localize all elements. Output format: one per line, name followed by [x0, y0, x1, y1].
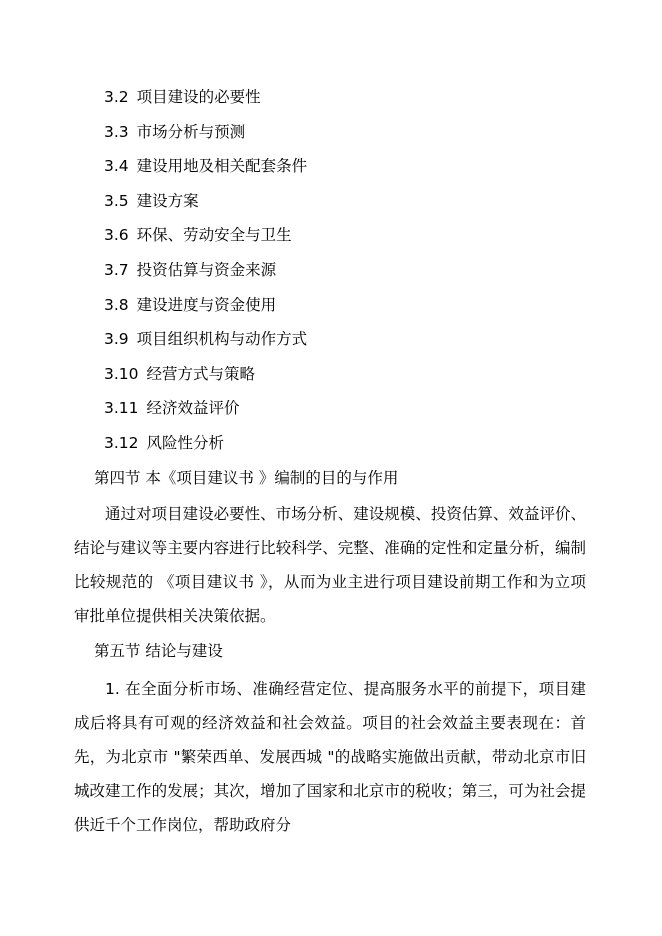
toc-item-title: 建设进度与资金使用 — [136, 295, 277, 314]
toc-item-title: 建设用地及相关配套条件 — [136, 157, 308, 176]
toc-item-title: 市场分析与预测 — [136, 122, 246, 141]
toc-item-number: 3.5 — [104, 191, 129, 210]
toc-item — [104, 155, 307, 190]
toc-item-number: 3.6 — [104, 226, 129, 245]
toc-item — [104, 86, 307, 121]
toc-item-title: 环保、劳动安全与卫生 — [136, 226, 292, 245]
toc-item-number: 3.10 — [104, 364, 139, 383]
toc-item-number: 3.4 — [104, 157, 129, 176]
section-4-paragraph: 通过对项目建设必要性、市场分析、建设规模、投资估算、效益评价、结论与建议等主要内容进行比较科学、完整、准确的定性和定量分析，编制比较规范的 《项目建议书 》，从而为业主进行项目建设前期工作和为立项审批单位提供相关决策依据。 — [74, 505, 586, 625]
section-heading-4: 第四节 本《项目建议书 》编制的目的与作用 — [94, 469, 399, 487]
toc-item-number: 3.9 — [104, 330, 129, 349]
toc-item — [104, 397, 307, 432]
toc-item-number: 3.11 — [104, 399, 139, 418]
toc-item-title: 风险性分析 — [146, 433, 225, 452]
toc-item — [104, 121, 307, 156]
toc-item — [104, 224, 307, 259]
toc-list — [104, 86, 307, 467]
section-heading-5: 第五节 结论与建设 — [94, 642, 223, 660]
toc-item — [104, 432, 307, 467]
toc-item — [104, 363, 307, 398]
toc-item — [104, 328, 307, 363]
toc-item-number: 3.3 — [104, 122, 129, 141]
toc-item — [104, 259, 307, 294]
toc-item-number: 3.7 — [104, 260, 129, 279]
toc-item-title: 投资估算与资金来源 — [136, 260, 277, 279]
toc-item — [104, 190, 307, 225]
toc-item-number: 3.2 — [104, 88, 129, 106]
toc-item-number: 3.8 — [104, 295, 129, 314]
toc-item-title: 经营方式与策略 — [146, 364, 256, 383]
toc-item-title: 项目建设的必要性 — [136, 88, 261, 106]
section-5-paragraph: 1. 在全面分析市场、准确经营定位、提高服务水平的前提下，项目建成后将具有可观的经济效益和社会效益。项目的社会效益主要表现在：首先，为北京市 "繁荣西单、发展西城 "的战略实施做出贡献，带动北京市旧城改建工作的发展；其次，增加了国家和北京市的税收；第三，可为社会提供近千个工作岗位，帮助政府分 — [74, 680, 586, 834]
toc-item — [104, 294, 307, 329]
toc-item-title: 项目组织机构与动作方式 — [136, 330, 308, 349]
toc-item-title: 经济效益评价 — [146, 399, 240, 418]
toc-item-number: 3.12 — [104, 433, 139, 452]
toc-item-title: 建设方案 — [136, 191, 199, 210]
